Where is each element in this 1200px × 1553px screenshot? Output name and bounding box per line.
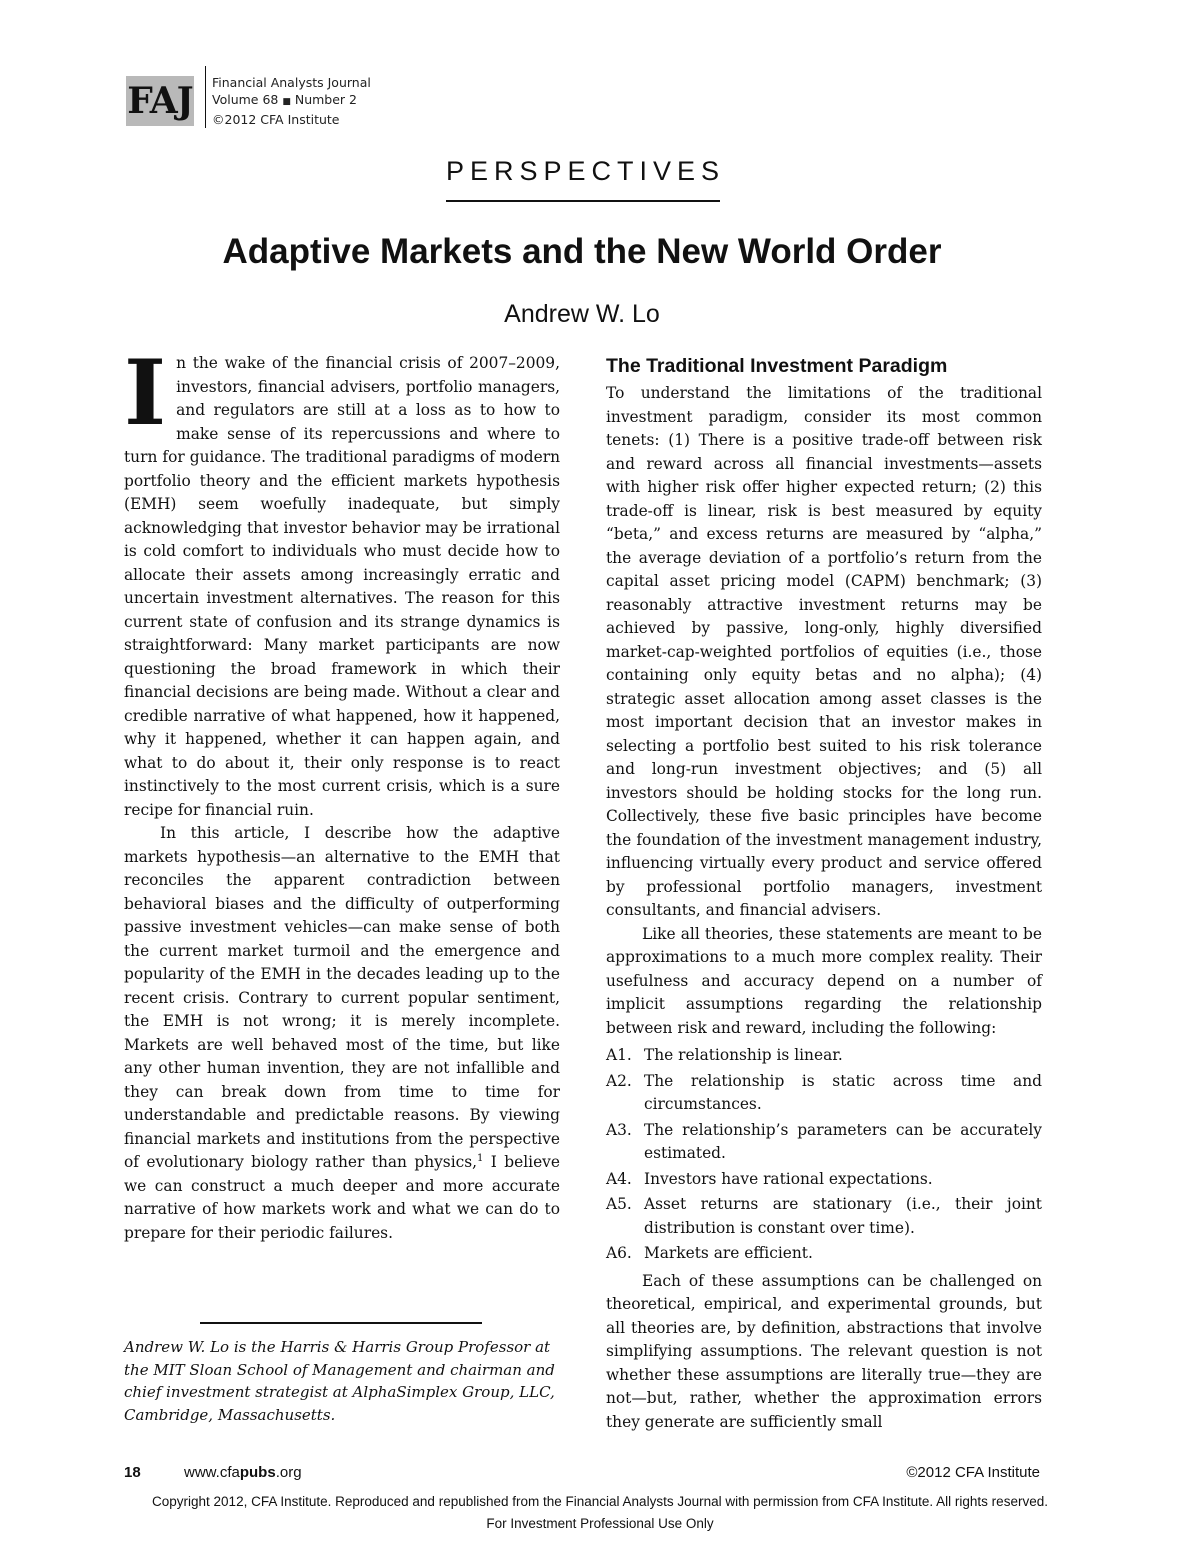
list-item xyxy=(606,1193,1042,1240)
logo-divider xyxy=(205,66,206,128)
list-item xyxy=(606,1242,1042,1266)
list-item xyxy=(606,1044,1042,1068)
intro-paragraph-2-text-b: I believe we can construct a much deeper and more accurate narrative of how markets work and what we can do to prepare for their periodic failures. xyxy=(124,1153,560,1242)
journal-issue xyxy=(212,91,371,111)
journal-name: Financial Analysts Journal xyxy=(212,75,371,90)
faj-logo: FAJ xyxy=(126,76,194,126)
right-paragraph-2: Like all theories, these statements are meant to be approximations to a much more complex reality. Their usefulness and accuracy depend on a number of implicit assumptions regarding the relationship between risk and reward, including the following: xyxy=(606,924,1042,1037)
usage-notice: For Investment Professional Use Only xyxy=(486,1516,714,1531)
site-bold: pubs xyxy=(239,1464,276,1481)
list-text: Markets are efficient. xyxy=(644,1244,813,1262)
issue-bullet: ■ xyxy=(282,97,291,107)
right-paragraph-3: Each of these assumptions can be challenged on theoretical, empirical, and experimental grounds, but all theories are, by definition, abstractions that involve simplifying assumptions. The relevant question is not whether these assumptions are literally true—they are not—but, rather, whether the approximation errors they generate are sufficiently small xyxy=(606,1271,1042,1431)
list-item xyxy=(606,1168,1042,1192)
journal-info xyxy=(212,74,371,128)
section-heading: The Traditional Investment Paradigm xyxy=(606,355,948,377)
intro-paragraph-2-text-a: In this article, I describe how the adaptive markets hypothesis—an alternative to the EMH that reconciles the apparent contradiction between behavioral biases and the difficulty of outperforming passive investment vehicles—can make sense of both the current market turmoil and the emergence and popularity of the EMH in the decades leading up to the recent crisis. Contrary to current popular sentiment, the EMH is not wrong; it is merely incomplete. Markets are well behaved most of the time, but like any other human invention, they are not infallible and they can break down from time to time for understandable and predictable reasons. By viewing financial markets and institutions from the perspective of evolutionary biology rather than physics, xyxy=(124,824,560,1171)
left-column xyxy=(124,340,560,1245)
list-number: A4. xyxy=(606,1169,632,1188)
list-text: The relationship is static across time and circumstances. xyxy=(644,1071,1042,1113)
intro-paragraph-1-text: n the wake of the financial crisis of 2007–2009, investors, financial advisers, portfolio managers, and regulators are still at a loss as to how to make sense of its repercussions and where to turn for guidance. The traditional paradigms of modern portfolio theory and the efficient markets hypothesis (EMH) seem woefully inadequate, but simply acknowledging that investor behavior may be irrational is cold comfort to individuals who must decide how to allocate their assets among increasingly erratic and uncertain investment alternatives. The reason for this current state of confusion and its strange dynamics is straightforward: Many market participants are now questioning the broad framework in which their financial decisions are being made. Without a clear and credible narrative of what happened, how it happened, why it happened, whether it can happen again, and what to do about it, their only response is to react instinctively to the most current crisis, which is a sure recipe for financial ruin. xyxy=(124,354,560,819)
footnote-ref[interactable]: 1 xyxy=(477,1152,484,1164)
site-link[interactable] xyxy=(184,1464,302,1481)
section-rule xyxy=(446,200,720,202)
intro-paragraph-2 xyxy=(124,822,560,1245)
footnote-rule xyxy=(200,1322,482,1324)
list-number: A2. xyxy=(606,1071,632,1090)
journal-number: Number 2 xyxy=(294,92,357,107)
author-note: Andrew W. Lo is the Harris & Harris Group Professor at the MIT Sloan School of Management and chairman and chief investment strategist at AlphaSimplex Group, LLC, Cambridge, Massachusetts. xyxy=(124,1338,555,1424)
section-label: PERSPECTIVES xyxy=(446,156,726,186)
list-number: A6. xyxy=(606,1244,632,1262)
drop-cap: I xyxy=(124,340,167,446)
list-number: A3. xyxy=(606,1120,632,1139)
list-text: Investors have rational expectations. xyxy=(644,1169,933,1188)
list-number: A5. xyxy=(606,1195,632,1213)
list-text: Asset returns are stationary (i.e., their joint distribution is constant over time). xyxy=(644,1195,1042,1237)
list-text: The relationship is linear. xyxy=(644,1046,843,1064)
list-item xyxy=(606,1070,1042,1117)
list-item xyxy=(606,1119,1042,1166)
journal-volume: Volume 68 xyxy=(212,92,279,107)
assumptions-list xyxy=(606,1044,1042,1266)
intro-paragraph-1 xyxy=(124,340,560,822)
legal-notice: Copyright 2012, CFA Institute. Reproduced and republished from the Financial Analysts Journal with permission from CFA Institute. All rights reserved. xyxy=(152,1494,1048,1509)
right-column xyxy=(606,352,1042,1434)
article-author: Andrew W. Lo xyxy=(504,300,660,328)
right-paragraph-1: To understand the limitations of the traditional investment paradigm, consider its most common tenets: (1) There is a positive trade-off between risk and reward across all financial investments—assets with higher risk offer higher expected return; (2) this trade-off is linear, risk is best measured by equity “beta,” and excess returns are measured by “alpha,” the average deviation of a portfolio’s return from the capital asset pricing model (CAPM) benchmark; (3) reasonably attractive investment returns may be achieved by passive, long-only, highly diversified market-cap-weighted portfolios of equities (i.e., those containing only equity betas and no alpha); (4) strategic asset allocation among asset classes is the most important decision that an investor makes in selecting a portfolio best suited to his risk tolerance and long-run investment objectives; and (5) all investors should be holding stocks for the long run. Collectively, these five basic principles have become the foundation of the investment management industry, influencing virtually every product and service offered by professional portfolio managers, investment consultants, and financial advisers. xyxy=(606,384,1042,919)
site-suffix: .org xyxy=(275,1464,302,1481)
site-prefix: www.cfa xyxy=(184,1464,240,1481)
page-number: 18 xyxy=(124,1464,141,1481)
list-number: A1. xyxy=(606,1046,632,1064)
article-title: Adaptive Markets and the New World Order xyxy=(222,232,942,271)
list-text: The relationship’s parameters can be accurately estimated. xyxy=(644,1120,1042,1162)
footer-copyright: ©2012 CFA Institute xyxy=(906,1464,1040,1481)
journal-copyright: ©2012 CFA Institute xyxy=(212,112,340,127)
